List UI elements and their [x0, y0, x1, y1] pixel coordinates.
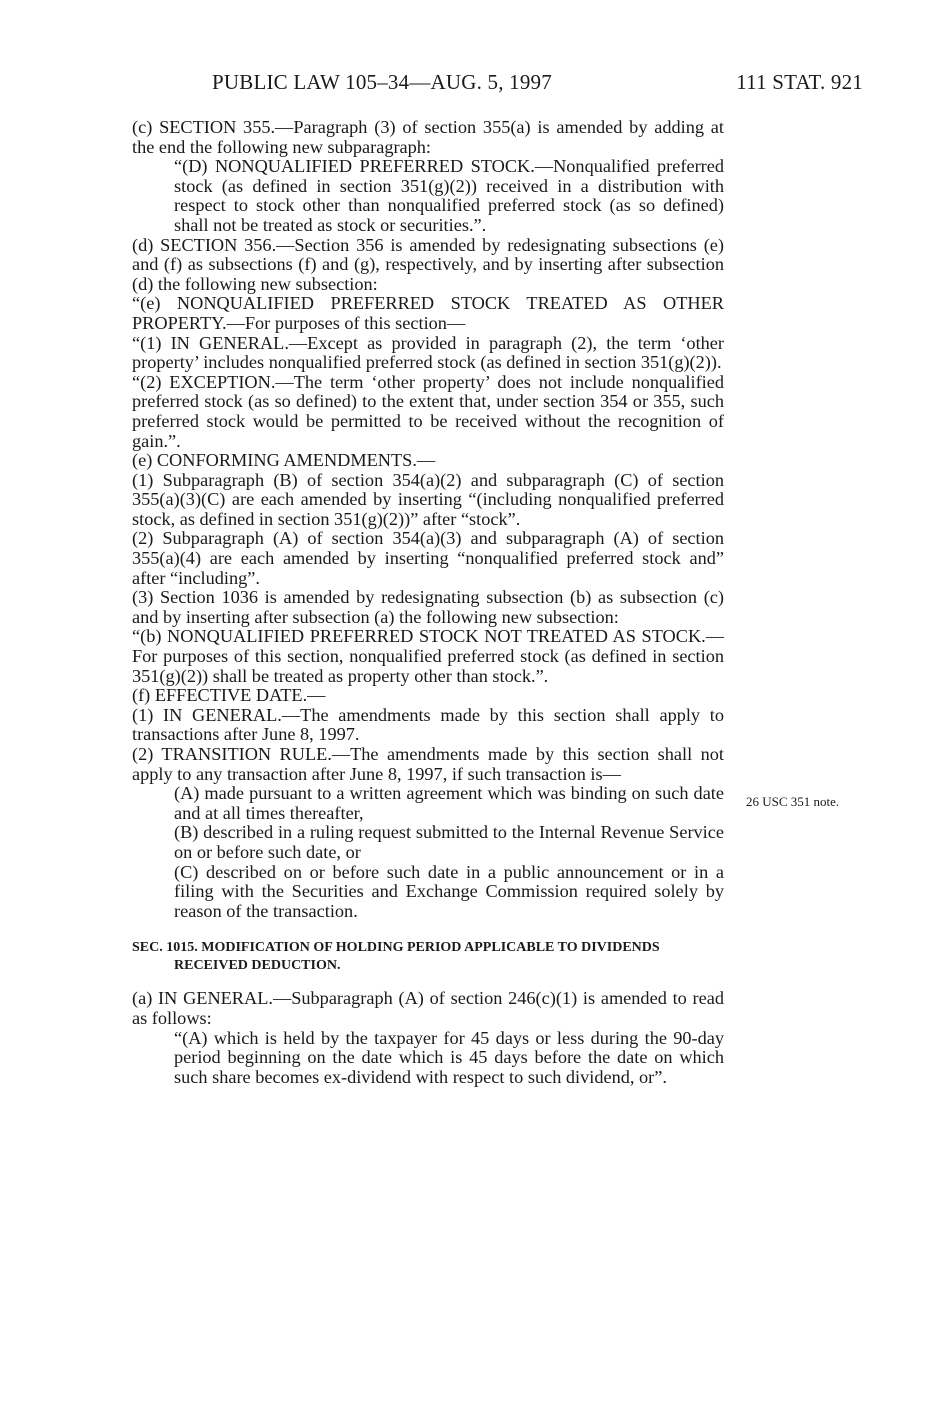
running-header-title: PUBLIC LAW 105–34—AUG. 5, 1997 [212, 70, 552, 94]
margin-note: 26 USC 351 note. [746, 794, 840, 809]
paragraph-f-2-b: (B) described in a ruling request submitted to the Internal Revenue Service on or before such date, or [174, 822, 724, 862]
paragraph-e-3-b: “(b) NONQUALIFIED PREFERRED STOCK NOT TREATED AS STOCK.—For purposes of this section, nonqualified preferred stock (as defined in section 351(g)(2)) shall be treated as property other than stock.”. [132, 626, 724, 686]
paragraph-d-e: “(e) NONQUALIFIED PREFERRED STOCK TREATED AS OTHER PROPERTY.—For purposes of this section— [132, 293, 724, 333]
paragraph-c: (c) SECTION 355.—Paragraph (3) of section 355(a) is amended by adding at the end the following new subparagraph: [132, 117, 724, 157]
paragraph-d-e-2: “(2) EXCEPTION.—The term ‘other property’ does not include nonqualified preferred stock (as so defined) to the extent that, under section 354 or 355, such preferred stock would be permitted to be received without the recognition of gain.”. [132, 371, 724, 451]
paragraph-f-1: (1) IN GENERAL.—The amendments made by this section shall apply to transactions after June 8, 1997. [132, 704, 724, 745]
paragraph-d-e-1: “(1) IN GENERAL.—Except as provided in paragraph (2), the term ‘other property’ includes nonqualified preferred stock (as defined in section 351(g)(2)). [132, 332, 724, 373]
paragraph-f: (f) EFFECTIVE DATE.— [132, 685, 326, 706]
section-heading: SEC. 1015. MODIFICATION OF HOLDING PERIOD APPLICABLE TO DIVIDENDS RECEIVED DEDUCTION. [132, 940, 660, 974]
paragraph-c-d: “(D) NONQUALIFIED PREFERRED STOCK.—Nonqualified preferred stock (as defined in section 351(g)(2)) received in a distribution with respect to stock other than nonqualified preferred stock (as so defined) shall not be treated as stock or securities.”. [174, 156, 724, 235]
paragraph-1015-a-quote: “(A) which is held by the taxpayer for 45 days or less during the 90-day period beginning on the date which is 45 days before the date on which such share becomes ex-dividend with respect to such dividend, or”. [174, 1027, 724, 1087]
paragraph-e-2: (2) Subparagraph (A) of section 354(a)(3) and subparagraph (A) of section 355(a)(4) are each amended by inserting “nonqualified preferred stock and” after “including”. [132, 528, 724, 588]
paragraph-f-2-a: (A) made pursuant to a written agreement which was binding on such date and at all times thereafter, [174, 783, 724, 823]
paragraph-e: (e) CONFORMING AMENDMENTS.— [132, 450, 436, 471]
paragraph-e-1: (1) Subparagraph (B) of section 354(a)(2) and subparagraph (C) of section 355(a)(3)(C) are each amended by inserting “(including nonqualified preferred stock, as defined in section 351(g)(2))” after “stock”. [132, 469, 724, 529]
paragraph-d: (d) SECTION 356.—Section 356 is amended by redesignating subsections (e) and (f) as subsections (f) and (g), respectively, and by inserting after subsection (d) the following new subsection: [132, 234, 724, 294]
page-body [132, 118, 724, 1087]
paragraph-f-2-c: (C) described on or before such date in a public announcement or in a filing with the Securities and Exchange Commission required solely by reason of the transaction. [174, 861, 724, 921]
paragraph-e-3: (3) Section 1036 is amended by redesignating subsection (b) as subsection (c) and by inserting after subsection (a) the following new subsection: [132, 587, 724, 627]
running-header-page: 111 STAT. 921 [736, 70, 863, 94]
paragraph-f-2: (2) TRANSITION RULE.—The amendments made by this section shall not apply to any transaction after June 8, 1997, if such transaction is— [132, 744, 724, 784]
paragraph-1015-a: (a) IN GENERAL.—Subparagraph (A) of section 246(c)(1) is amended to read as follows: [132, 988, 724, 1028]
